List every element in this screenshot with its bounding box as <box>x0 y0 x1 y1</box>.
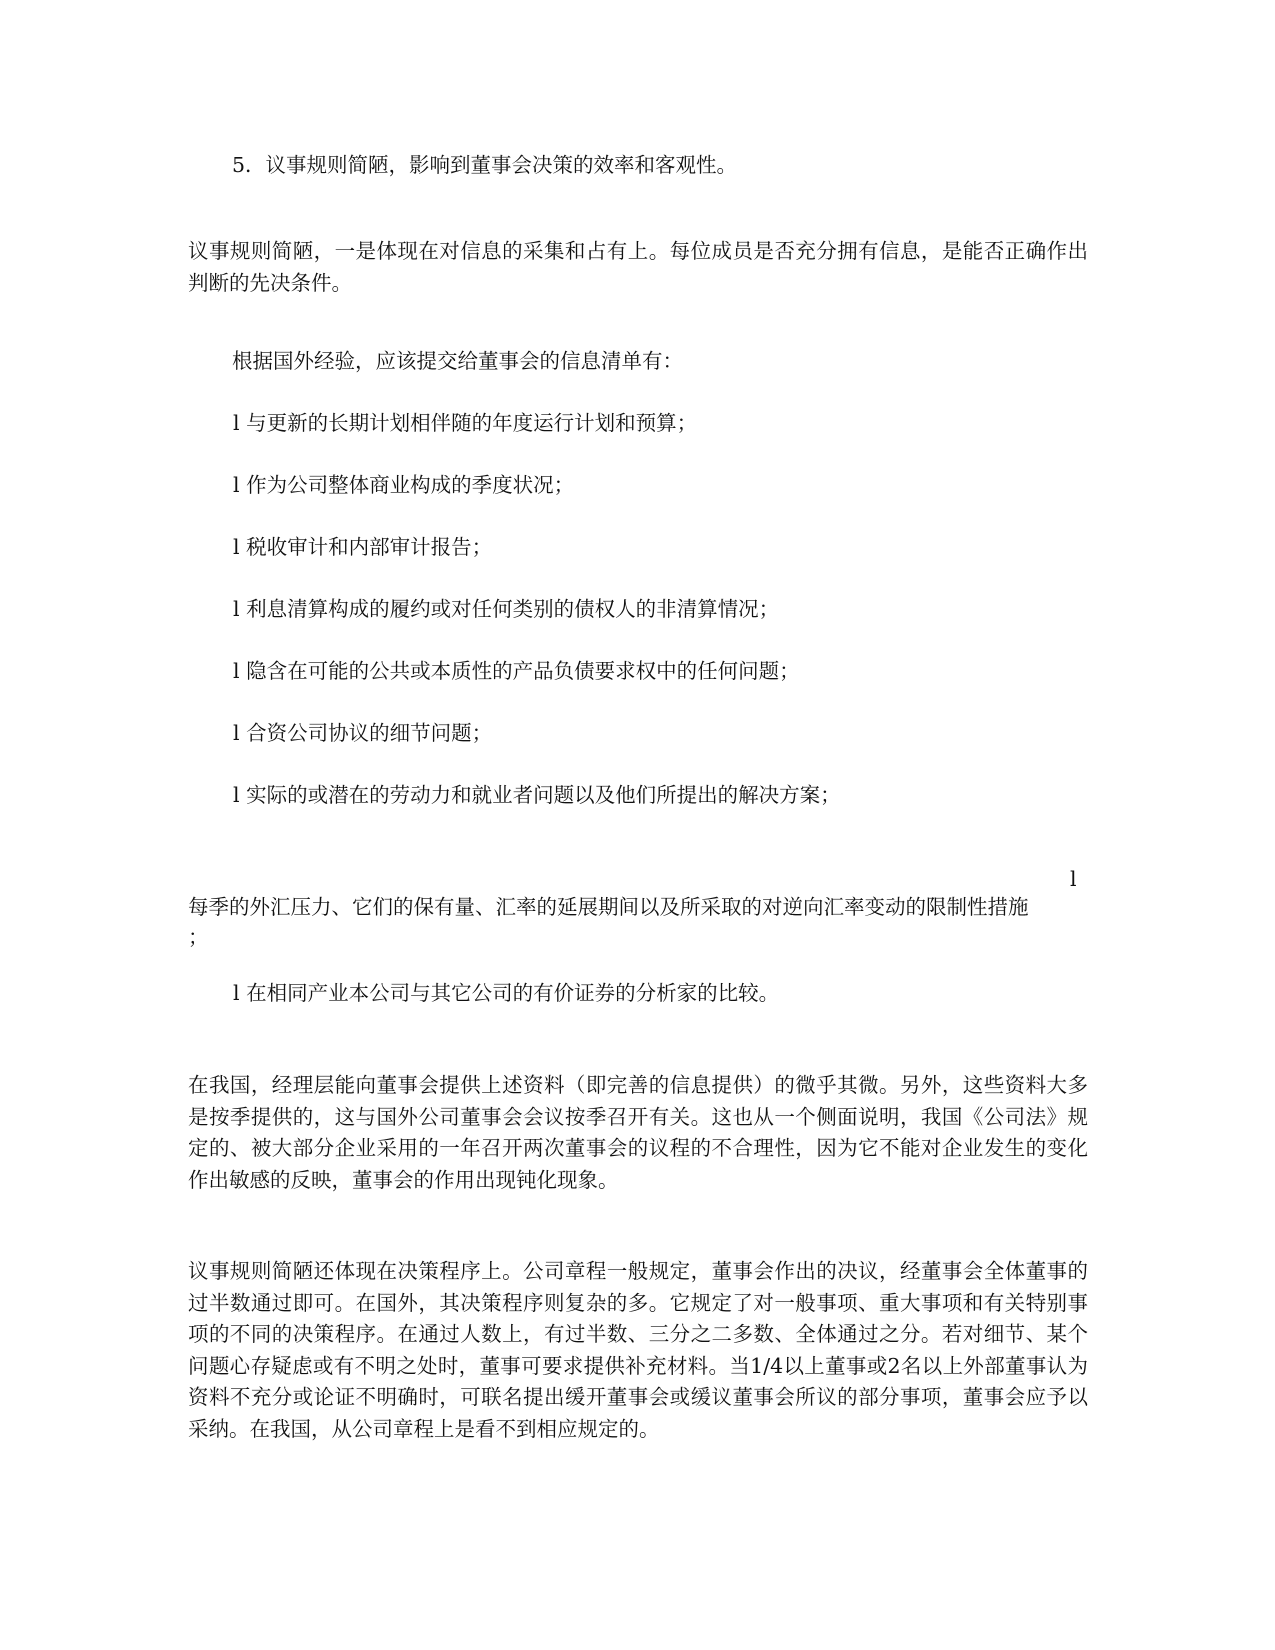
list-item: l 作为公司整体商业构成的季度状况； <box>233 473 575 497</box>
list-intro: 根据国外经验，应该提交给董事会的信息清单有： <box>232 349 683 373</box>
section-heading: 5．议事规则简陋，影响到董事会决策的效率和客观性。 <box>232 153 738 177</box>
paragraph-decision-procedure: 议事规则简陋还体现在决策程序上。公司章程一般规定，董事会作出的决议，经董事会全体董事的过半数通过即可。在国外，其决策程序则复杂的多。它规定了对一般事项、重大事项和有关特别事项的不同的决策程序。在通过人数上，有过半数、三分之二多数、全体通过之分。若对细节、某个问题心存疑虑或有不明之处时，董事可要求提供补充材料。当1/4以上董事或2名以上外部董事认为资料不充分或论证不明确时，可联名提出缓开董事会或缓议董事会所议的部分事项，董事会应予以采纳。在我国，从公司章程上是看不到相应规定的。 <box>188 1259 1088 1441</box>
list-item: l 税收审计和内部审计报告； <box>233 535 493 559</box>
list-item: l 在相同产业本公司与其它公司的有价证券的分析家的比较。 <box>233 981 780 1005</box>
list-item: l 实际的或潜在的劳动力和就业者问题以及他们所提出的解决方案； <box>233 783 841 807</box>
list-item: l 利息清算构成的履约或对任何类别的债权人的非清算情况； <box>233 597 780 621</box>
paragraph-domestic-situation: 在我国，经理层能向董事会提供上述资料（即完善的信息提供）的微乎其微。另外，这些资料大多是按季提供的，这与国外公司董事会会议按季召开有关。这也从一个侧面说明，我国《公司法》规定的、被大部分企业采用的一年召开两次董事会的议程的不合理性，因为它不能对企业发生的变化作出敏感的反映，董事会的作用出现钝化现象。 <box>188 1073 1088 1192</box>
list-item-foreign-exchange-tail: ； <box>188 925 209 949</box>
list-item: l 与更新的长期计划相伴随的年度运行计划和预算； <box>233 411 698 435</box>
list-item-marker: l <box>1070 867 1077 891</box>
list-item: l 隐含在可能的公共或本质性的产品负债要求权中的任何问题； <box>233 659 800 683</box>
list-item-foreign-exchange: 每季的外汇压力、它们的保有量、汇率的延展期间以及所采取的对逆向汇率变动的限制性措施 <box>188 895 1029 919</box>
paragraph-information-collection: 议事规则简陋，一是体现在对信息的采集和占有上。每位成员是否充分拥有信息，是能否正确作出判断的先决条件。 <box>188 239 1088 295</box>
list-item: l 合资公司协议的细节问题； <box>233 721 493 745</box>
